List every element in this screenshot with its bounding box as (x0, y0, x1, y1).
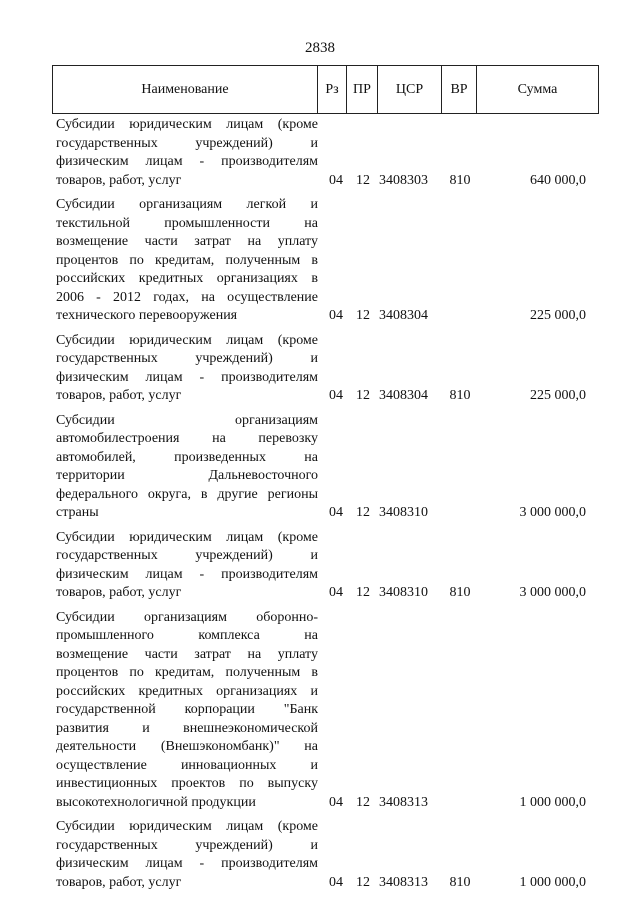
row-name (52, 116, 318, 190)
table-row (52, 818, 598, 892)
name-line: Субсидии организациям оборонно- (56, 609, 318, 625)
name-line: товаров, работ, услуг (56, 388, 182, 403)
row-csr: 3408313 (379, 874, 428, 890)
row-sum: 225 000,0 (530, 308, 586, 323)
table-row (52, 116, 598, 190)
row-pr: 12 (356, 172, 370, 188)
row-rz: 04 (329, 585, 343, 600)
row-csr: 3408303 (379, 172, 428, 188)
name-line: деятельности (Внешэкономбанк)" на (56, 739, 318, 754)
row-rz: 04 (329, 388, 343, 403)
row-vr: 810 (449, 874, 471, 890)
name-line: физическим лицам - производителям (56, 856, 318, 871)
column-header-pr: ПР (347, 66, 378, 114)
name-line: Субсидии юридическим лицам (кроме (56, 819, 318, 834)
row-pr: 12 (356, 388, 370, 403)
row-rz: 04 (329, 874, 343, 890)
row-csr: 3408304 (379, 388, 428, 403)
row-sum: 640 000,0 (530, 172, 586, 188)
page-number: 2838 (305, 40, 335, 56)
table-header (52, 65, 599, 114)
column-header-csr: ЦСР (378, 66, 442, 114)
row-sum: 3 000 000,0 (519, 505, 586, 520)
name-line: российских кредитных организациях и (56, 683, 318, 699)
name-line: территории Дальневосточного (56, 468, 318, 483)
row-rz: 04 (329, 172, 343, 188)
name-line: процентов по кредитам, полученным в (56, 252, 318, 268)
row-name (52, 412, 318, 523)
row-vr: 810 (449, 585, 471, 600)
table-row (52, 412, 598, 523)
name-line: текстильной промышленности на (56, 215, 318, 231)
name-line: Субсидии юридическим лицам (кроме (56, 529, 318, 545)
name-line: товаров, работ, услуг (56, 172, 182, 188)
name-line: развития и внешнеэкономической (56, 720, 318, 736)
row-pr: 12 (356, 308, 370, 323)
row-pr: 12 (356, 874, 370, 890)
row-vr: 810 (449, 388, 471, 403)
row-csr: 3408310 (379, 505, 428, 520)
column-header-vr: ВР (442, 66, 477, 114)
table-body (52, 116, 598, 898)
row-rz: 04 (329, 794, 343, 810)
row-name (52, 818, 318, 892)
name-line: государственных учреждений) и (56, 548, 318, 563)
name-line: физическим лицам - производителям (56, 369, 318, 385)
row-rz: 04 (329, 505, 343, 520)
row-sum: 1 000 000,0 (519, 794, 586, 810)
name-line: высокотехнологичной продукции (56, 794, 256, 810)
name-line: возмещение части затрат на уплату (56, 234, 318, 249)
table-row (52, 332, 598, 406)
name-line: государственных учреждений) и (56, 837, 318, 853)
name-line: государственных учреждений) и (56, 135, 318, 151)
row-sum: 3 000 000,0 (519, 585, 586, 600)
row-pr: 12 (356, 794, 370, 810)
row-pr: 12 (356, 505, 370, 520)
row-sum: 1 000 000,0 (519, 874, 586, 890)
name-line: Субсидии юридическим лицам (кроме (56, 117, 318, 132)
name-line: автомобилей, произведенных на (56, 449, 318, 465)
name-line: российских кредитных организациях в (56, 271, 318, 286)
row-rz: 04 (329, 308, 343, 323)
name-line: страны (56, 505, 99, 520)
name-line: федерального округа, в другие регионы (56, 486, 318, 502)
row-csr: 3408304 (379, 308, 428, 323)
name-line: технического перевооружения (56, 308, 238, 323)
row-name (52, 529, 318, 603)
table-row (52, 196, 598, 326)
row-pr: 12 (356, 585, 370, 600)
row-csr: 3408313 (379, 794, 428, 810)
table-row (52, 609, 598, 813)
column-header-sum: Сумма (477, 66, 599, 114)
name-line: государственной корпорации "Банк (56, 702, 318, 717)
name-line: физическим лицам - производителям (56, 154, 318, 169)
name-line: государственных учреждений) и (56, 351, 318, 366)
row-vr: 810 (449, 172, 471, 188)
name-line: физическим лицам - производителям (56, 566, 318, 582)
name-line: товаров, работ, услуг (56, 585, 182, 600)
name-line: 2006 - 2012 годах, на осуществление (56, 289, 318, 305)
name-line: Субсидии юридическим лицам (кроме (56, 332, 318, 348)
name-line: возмещение части затрат на уплату (56, 646, 318, 662)
table-row (52, 529, 598, 603)
row-name (52, 609, 318, 813)
row-csr: 3408310 (379, 585, 428, 600)
column-header-name: Наименование (53, 66, 318, 114)
name-line: инвестиционных проектов по выпуску (56, 776, 318, 791)
name-line: осуществление инновационных и (56, 757, 318, 773)
name-line: Субсидии организациям легкой и (56, 197, 318, 212)
name-line: процентов по кредитам, полученным в (56, 665, 318, 680)
name-line: Субсидии организациям (56, 412, 318, 428)
row-name (52, 332, 318, 406)
name-line: промышленного комплекса на (56, 628, 318, 643)
row-sum: 225 000,0 (530, 388, 586, 403)
name-line: автомобилестроения на перевозку (56, 431, 318, 446)
name-line: товаров, работ, услуг (56, 874, 182, 890)
row-name (52, 196, 318, 326)
column-header-rz: Рз (318, 66, 347, 114)
